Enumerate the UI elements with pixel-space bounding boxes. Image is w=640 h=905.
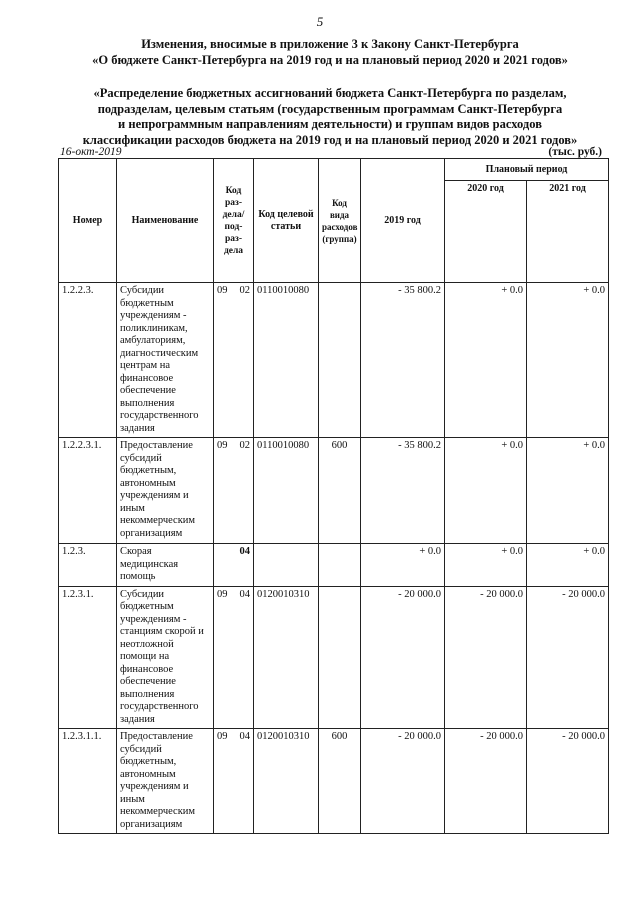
header-section-code: Код раз-дела/ под-раз-дела <box>214 159 254 283</box>
title-line: и непрограммным направлениям деятельности) и группам видов расходов <box>118 117 542 131</box>
header-type-code: Код вида расходов (группа) <box>319 159 361 283</box>
row-name: Предоставление субсидий бюджетным, автономным учреждениям и иным некоммерческим организациям <box>117 729 214 834</box>
value-2020: - 20 000.0 <box>445 729 527 834</box>
table-row <box>59 438 609 544</box>
header-planned-period: Плановый период <box>445 159 609 181</box>
type-code <box>319 544 361 587</box>
row-name: Субсидии бюджетным учреждениям - станциям скорой и неотложной помощи на финансовое обеспечение выполнения государственного задания <box>117 586 214 729</box>
target-code: 0120010310 <box>254 729 319 834</box>
value-2019: - 20 000.0 <box>361 586 445 729</box>
value-2019: - 20 000.0 <box>361 729 445 834</box>
subsection-code: 02 <box>239 440 250 451</box>
row-number: 1.2.3.1.1. <box>59 729 117 834</box>
value-2020: + 0.0 <box>445 544 527 587</box>
row-number: 1.2.2.3.1. <box>59 438 117 544</box>
value-2021: + 0.0 <box>527 544 609 587</box>
value-2019: - 35 800.2 <box>361 283 445 438</box>
header-number: Номер <box>59 159 117 283</box>
table-row <box>59 729 609 834</box>
page-number: 5 <box>316 14 324 29</box>
value-2021: + 0.0 <box>527 283 609 438</box>
row-number: 1.2.2.3. <box>59 283 117 438</box>
table-row <box>59 283 609 438</box>
value-2020: - 20 000.0 <box>445 586 527 729</box>
value-2019: - 35 800.2 <box>361 438 445 544</box>
type-code: 600 <box>319 729 361 834</box>
value-2021: - 20 000.0 <box>527 586 609 729</box>
header-2019: 2019 год <box>361 159 445 283</box>
table-row <box>59 544 609 587</box>
row-name: Субсидии бюджетным учреждениям - поликлиникам, амбулаториям, диагностическим центрам на финансовое обеспечение выполнения государственного задания <box>117 283 214 438</box>
value-2021: - 20 000.0 <box>527 729 609 834</box>
type-code: 600 <box>319 438 361 544</box>
row-number: 1.2.3.1. <box>59 586 117 729</box>
value-2020: + 0.0 <box>445 438 527 544</box>
subsection-code: 04 <box>239 546 250 557</box>
row-name: Скорая медицинская помощь <box>117 544 214 587</box>
target-code <box>254 544 319 587</box>
value-2019: + 0.0 <box>361 544 445 587</box>
document-date: 16-окт-2019 <box>60 146 122 158</box>
section-code: 09 <box>217 588 228 600</box>
subsection-code: 04 <box>239 731 250 742</box>
section-code: 09 <box>217 285 228 296</box>
target-code: 0110010080 <box>254 438 319 544</box>
value-2021: + 0.0 <box>527 438 609 544</box>
subsection-code: 02 <box>239 285 250 296</box>
title-line: подразделам, целевым статьям (государственным программам Санкт-Петербурга <box>97 101 563 116</box>
type-code <box>319 283 361 438</box>
table-row <box>59 586 609 729</box>
section-code: 09 <box>217 731 228 742</box>
value-2020: + 0.0 <box>445 283 527 438</box>
row-name: Предоставление субсидий бюджетным, автономным учреждениям и иным некоммерческим организациям <box>117 438 214 544</box>
appendix-title <box>40 86 620 148</box>
target-code: 0110010080 <box>254 283 319 438</box>
header-2020: 2020 год <box>445 181 527 283</box>
budget-table <box>58 158 609 834</box>
subsection-code: 04 <box>239 588 250 600</box>
header-name: Наименование <box>117 159 214 283</box>
row-number: 1.2.3. <box>59 544 117 587</box>
section-code: 09 <box>217 440 228 451</box>
header-target-code: Код целевой статьи <box>254 159 319 283</box>
document-heading <box>40 36 620 68</box>
title-line: классификации расходов бюджета на 2019 год и на плановый период 2020 и 2021 годов» <box>82 132 578 147</box>
target-code: 0120010310 <box>254 586 319 729</box>
heading-line: Изменения, вносимые в приложение 3 к Закону Санкт-Петербурга <box>141 37 519 51</box>
units-label: (тыс. руб.) <box>548 146 602 158</box>
heading-line: «О бюджете Санкт-Петербурга на 2019 год и на плановый период 2020 и 2021 годов» <box>92 53 568 67</box>
header-2021: 2021 год <box>527 181 609 283</box>
title-line: «Распределение бюджетных ассигнований бюджета Санкт-Петербурга по разделам, <box>93 86 567 100</box>
type-code <box>319 586 361 729</box>
